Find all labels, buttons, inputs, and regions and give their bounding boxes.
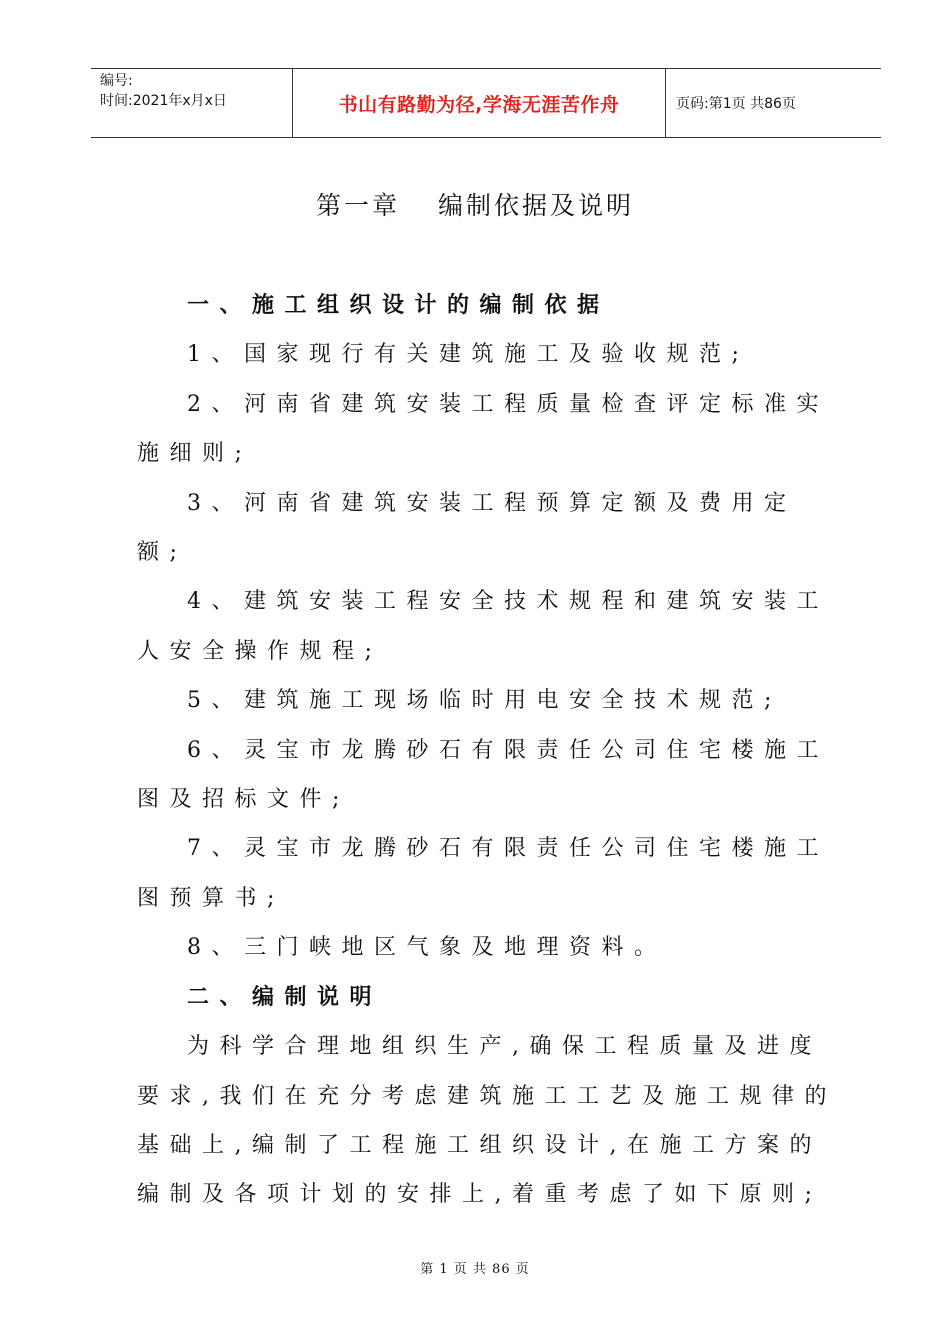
page-header [91, 68, 881, 138]
section-heading: 一、施工组织设计的编制依据 [187, 293, 610, 318]
list-item: 3、河南省建筑安装工程预算定额及费用定额; [137, 490, 797, 566]
code-label: 编号: [100, 73, 133, 89]
section-heading: 二、编制说明 [187, 984, 383, 1010]
header-page-info: 页码:第1页 共86页 [676, 96, 796, 112]
chapter-number: 第一章 [315, 191, 400, 220]
chapter-name: 编制依据及说明 [438, 191, 635, 220]
list-item: 2、河南省建筑安装工程质量检查评定标准实施细则; [137, 391, 829, 467]
list-item: 5、建筑施工现场临时用电安全技术规范; [187, 688, 782, 714]
list-item: 7、灵宝市龙腾砂石有限责任公司住宅楼施工图预算书; [137, 836, 829, 911]
chapter-title [0, 186, 950, 222]
document-body [137, 281, 837, 1220]
list-item: 8、三门峡地区气象及地理资料。 [187, 935, 667, 961]
header-meta [91, 69, 293, 137]
list-item: 6、灵宝市龙腾砂石有限责任公司住宅楼施工图及招标文件; [137, 737, 829, 813]
page-footer: 第 1 页 共 86 页 [420, 1262, 530, 1277]
list-item: 1、国家现行有关建筑施工及验收规范; [187, 342, 750, 368]
body-paragraph: 为科学合理地组织生产,确保工程质量及进度要求,我们在充分考虑建筑施工工艺及施工规律的基础上,编制了工程施工组织设计,在施工方案的编制及各项计划的安排上,着重考虑了如下原则; [137, 1034, 837, 1208]
list-item: 4、建筑安装工程安全技术规程和建筑安装工人安全操作规程; [137, 589, 829, 664]
header-motto: 书山有路勤为径,学海无涯苦作舟 [293, 69, 666, 137]
time-label: 时间:2021年x月x日 [100, 93, 227, 109]
